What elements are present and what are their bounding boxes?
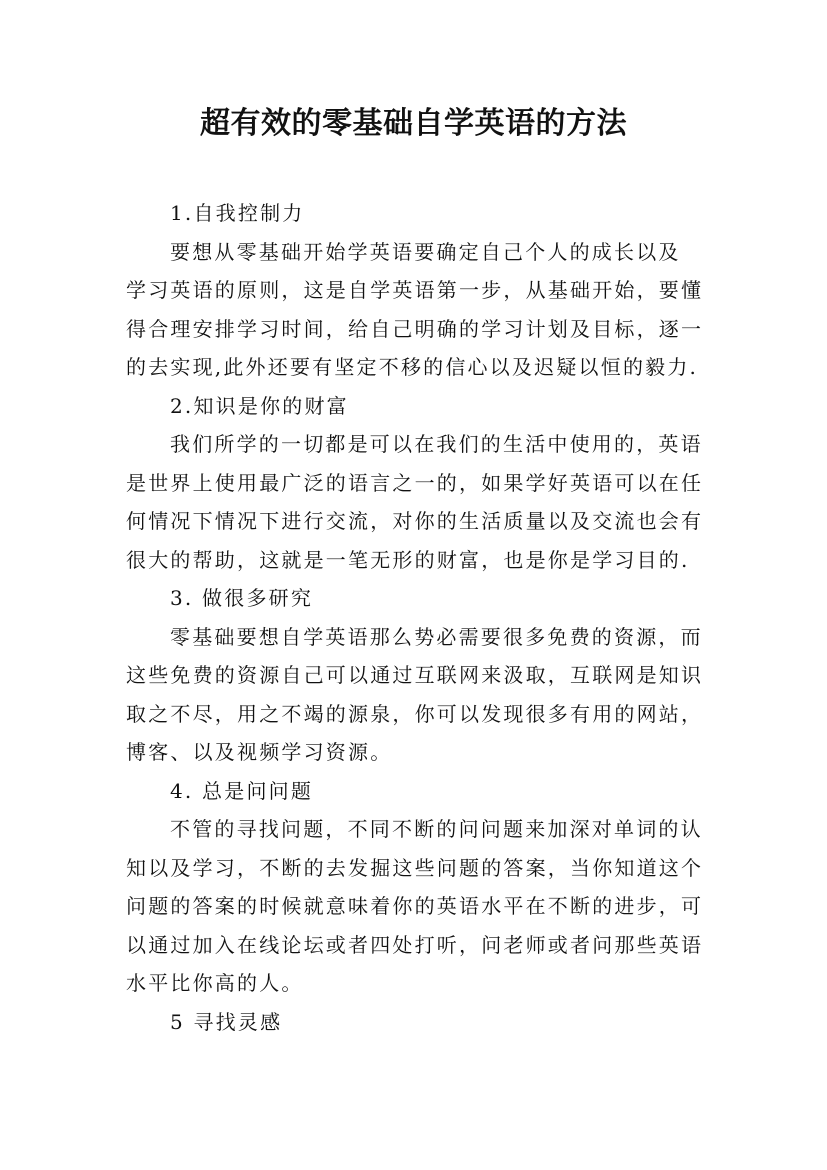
paragraph-line: 零基础要想自学英语那么势必需要很多免费的资源，而 (170, 624, 703, 649)
section-4 (126, 772, 706, 1003)
paragraph-line: 得合理安排学习时间，给自己明确的学习计划及目标，逐一 (126, 316, 704, 341)
paragraph-line: 学习英语的原则，这是自学英语第一步，从基础开始，要懂 (126, 278, 704, 302)
paragraph-line: 问题的答案的时候就意味着你的英语水平在不断的进步，可 (126, 894, 704, 918)
paragraph-line: 不管的寻找问题，不同不断的问问题来加深对单词的认 (170, 817, 703, 841)
document-title: 超有效的零基础自学英语的方法 (200, 106, 627, 141)
paragraph-line: 水平比你高的人。 (126, 971, 304, 995)
paragraph-line: 我们所学的一切都是可以在我们的生活中使用的，英语 (170, 432, 703, 456)
paragraph-line: 的去实现,此外还要有坚定不移的信心以及迟疑以恒的毅力. (126, 355, 699, 379)
paragraph-line: 很大的帮助，这就是一笔无形的财富，也是你是学习目的. (126, 547, 690, 572)
paragraph-line: 这些免费的资源自己可以通过互联网来汲取，互联网是知识 (126, 663, 704, 687)
paragraph-line: 知以及学习，不断的去发掘这些问题的答案，当你知道这个 (126, 855, 704, 880)
section-heading: 3. 做很多研究 (170, 586, 314, 610)
section-1 (126, 194, 706, 387)
paragraph-line: 以通过加入在线论坛或者四处打听，问老师或者问那些英语 (126, 932, 704, 957)
paragraph-line: 是世界上使用最广泛的语言之一的，如果学好英语可以在任 (126, 470, 704, 495)
paragraph-line: 博客、以及视频学习资源。 (126, 740, 393, 764)
document-body (126, 194, 706, 1041)
section-heading: 1.自我控制力 (170, 201, 305, 225)
section-5 (126, 1003, 706, 1042)
paragraph-line: 取之不尽，用之不竭的源泉，你可以发现很多有用的网站， (126, 701, 704, 726)
paragraph-line: 何情况下情况下进行交流，对你的生活质量以及交流也会有 (126, 509, 704, 533)
paragraph-line: 要想从零基础开始学英语要确定自己个人的成长以及 (170, 239, 681, 264)
section-heading: 4. 总是问问题 (170, 778, 314, 803)
section-3 (126, 579, 706, 772)
section-heading: 5 寻找灵感 (170, 1009, 283, 1034)
section-2 (126, 387, 706, 580)
section-heading: 2.知识是你的财富 (170, 393, 349, 418)
